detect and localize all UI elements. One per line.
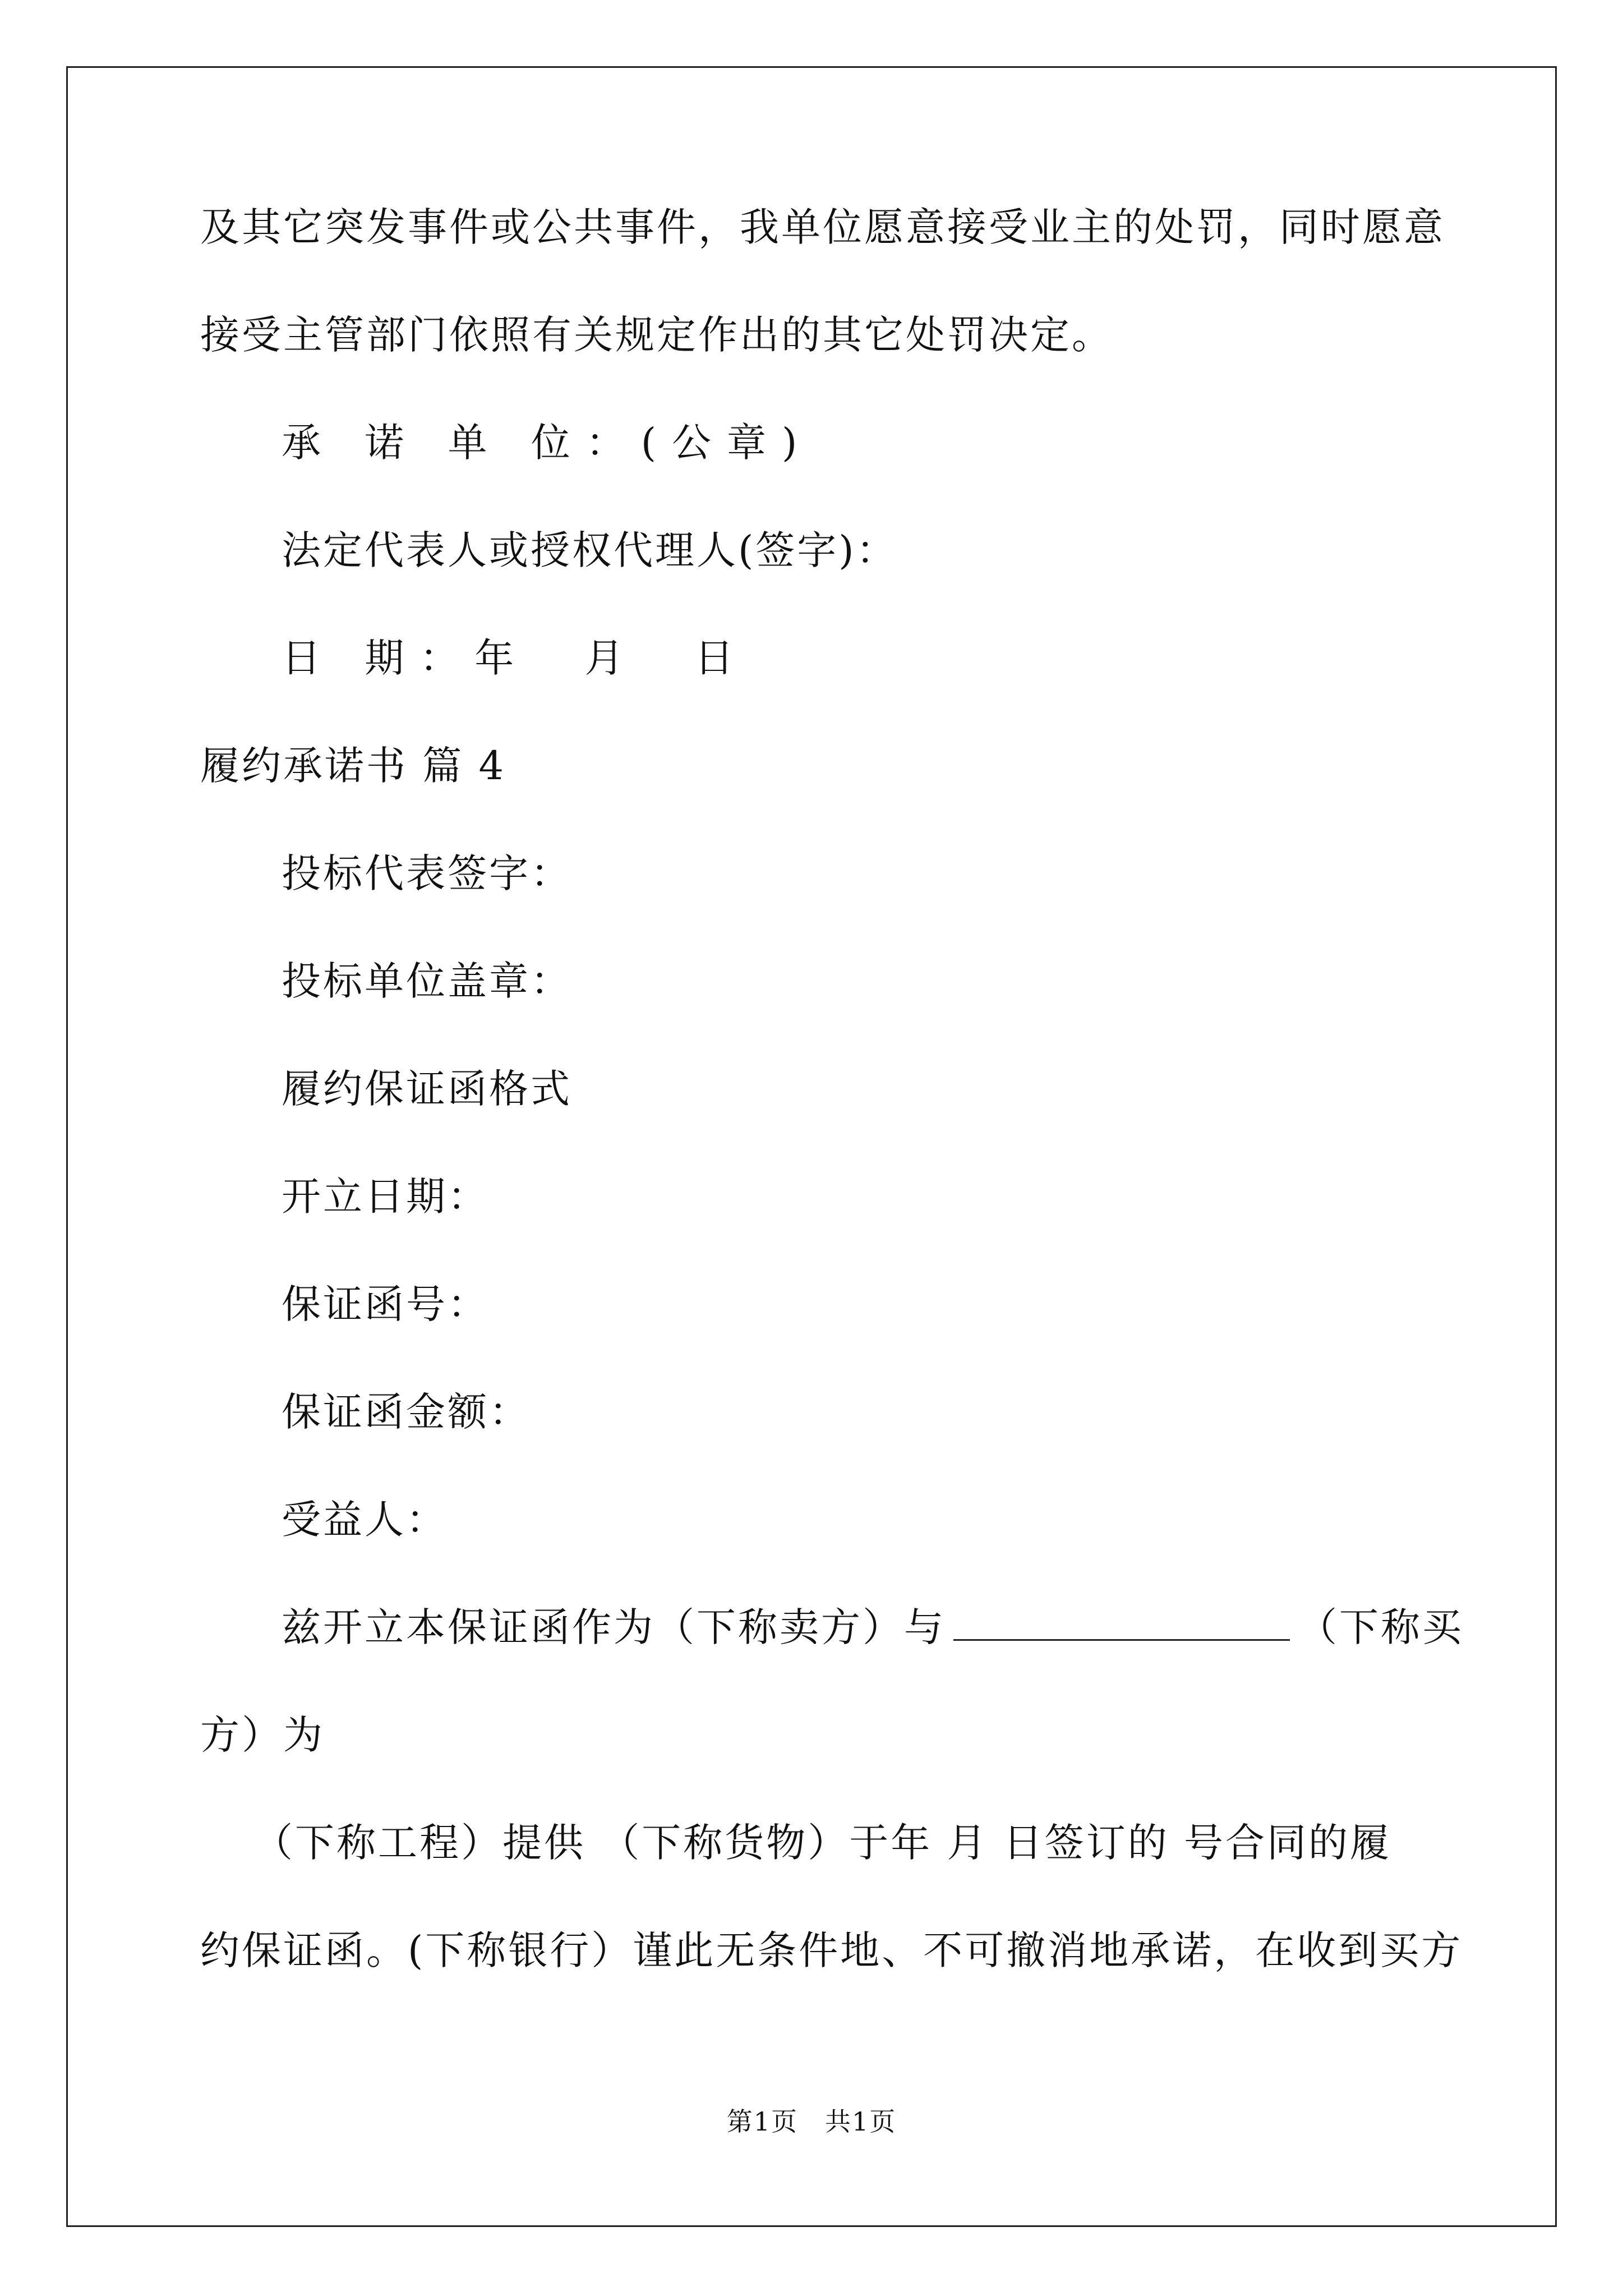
page-footer: 第1页 共1页 <box>726 2106 897 2137</box>
bidder-seal-line: 投标单位盖章： <box>282 958 572 1004</box>
goods-contract-line: （下称工程）提供 （下称货物）于年 月 日签订的 号合同的履 <box>253 1820 1392 1866</box>
beneficiary-line: 受益人： <box>282 1497 448 1543</box>
body-line-2: 接受主管部门依照有关规定作出的其它处罚决定。 <box>200 312 1113 358</box>
page-border <box>66 66 1557 2227</box>
guarantee-clause-line <box>282 1602 1515 1653</box>
clause-before-blank: 兹开立本保证函作为（下称卖方）与 <box>282 1604 946 1650</box>
issue-date-line: 开立日期： <box>282 1174 489 1220</box>
guarantee-amount-line: 保证函金额： <box>282 1389 531 1435</box>
body-line-1: 及其它突发事件或公共事件，我单位愿意接受业主的处罚，同时愿意 <box>200 204 1445 250</box>
bidder-signature-line: 投标代表签字： <box>282 850 572 896</box>
legal-rep-line: 法定代表人或授权代理人(签字)： <box>282 527 898 573</box>
promise-unit-line: 承 诺 单 位：(公章) <box>282 420 813 466</box>
section-heading: 履约承诺书 篇 4 <box>200 743 506 789</box>
guarantee-number-line: 保证函号： <box>282 1281 489 1327</box>
guarantee-format-line: 履约保证函格式 <box>282 1066 572 1112</box>
clause-continued-line: 方）为 <box>200 1712 325 1758</box>
date-line: 日 期：年 月 日 <box>282 635 750 681</box>
bank-commitment-line: 约保证函。(下称银行）谨此无条件地、不可撤消地承诺，在收到买方 <box>200 1927 1463 1973</box>
fill-in-blank <box>953 1604 1290 1641</box>
clause-after-blank: （下称买 <box>1298 1604 1464 1650</box>
